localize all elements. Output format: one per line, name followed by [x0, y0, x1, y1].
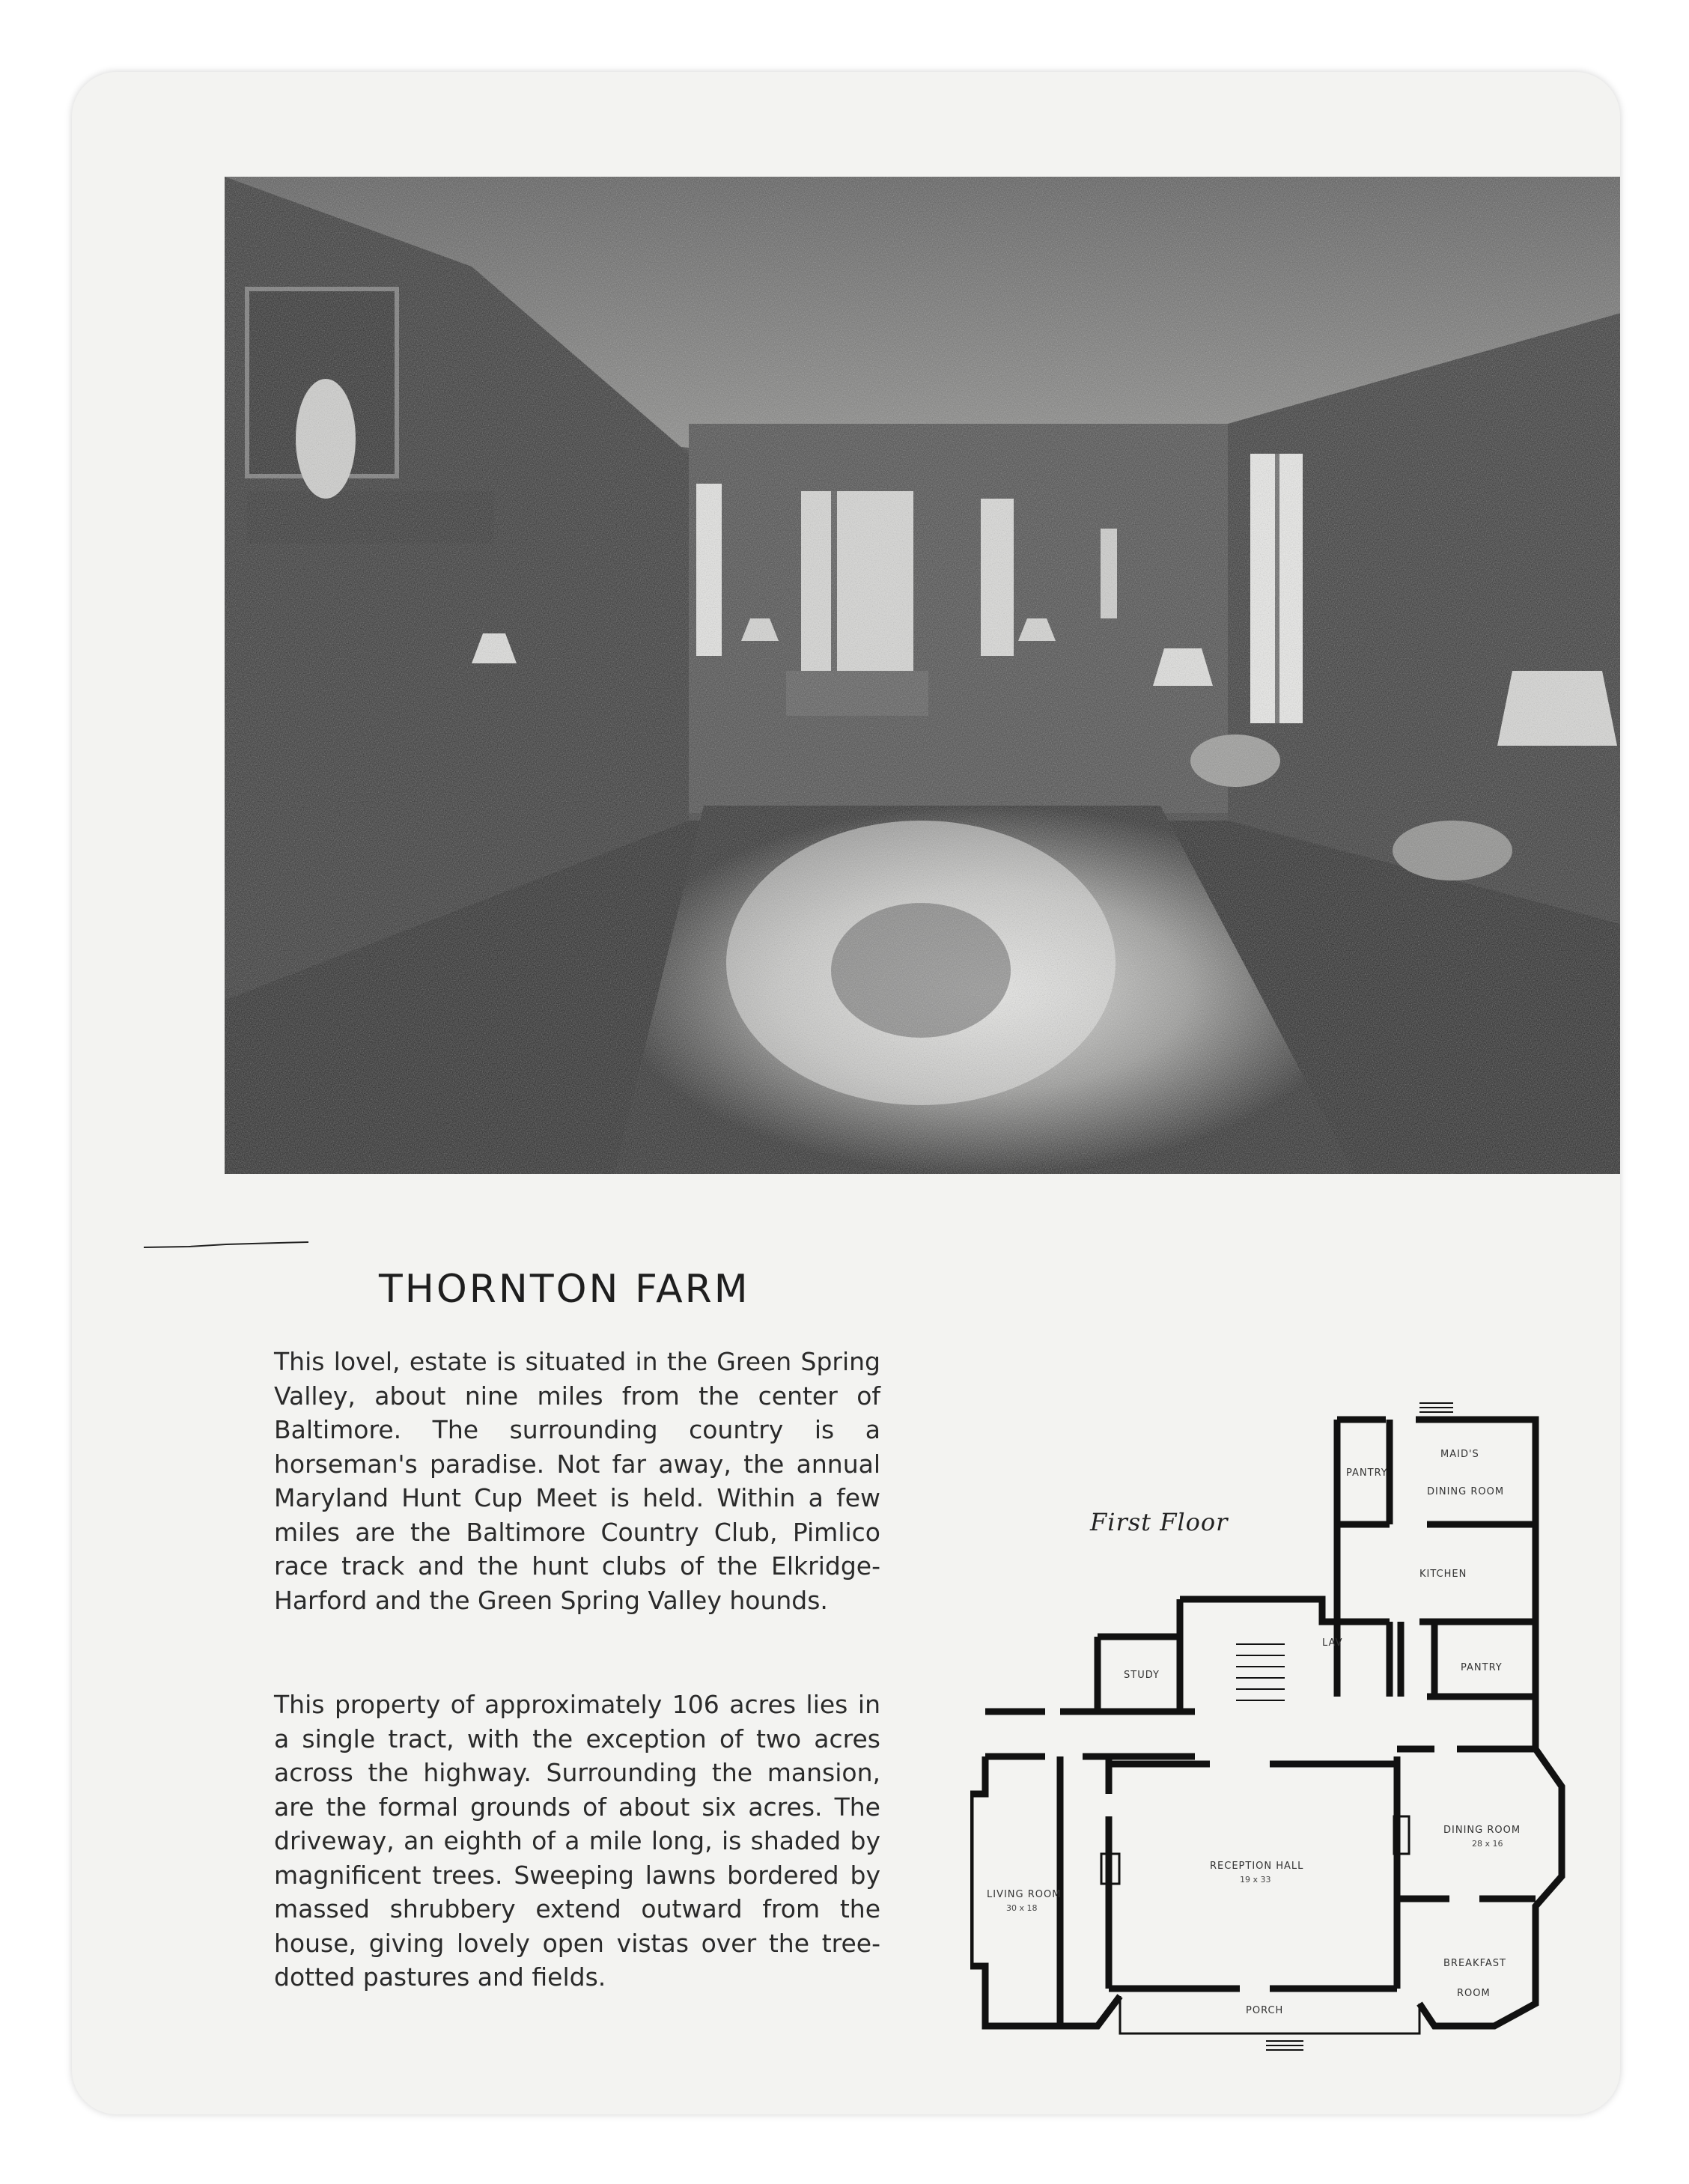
room-label-pantry-lower: PANTRY — [1461, 1662, 1503, 1673]
property-paragraph: This property of approximately 106 acres lies in a single tract, with the exception of two acres across the highway. Surrounding the mansion, are the formal grounds of about six acres. The driveway, an eighth of a mile long, is shaded by magnificent trees. Sweeping lawns bordered by massed shrubbery extend outward from the house, giving lovely open vistas over the tree-dotted pastures and fields. — [274, 1690, 880, 1992]
room-dim-living-room: 30 x 18 — [1006, 1903, 1038, 1913]
room-label-breakfast: BREAKFAST — [1443, 1958, 1506, 1969]
room-label-porch: PORCH — [1246, 2005, 1284, 2016]
interior-photograph — [225, 177, 1620, 1174]
room-label-pantry-upper: PANTRY — [1346, 1467, 1388, 1479]
room-label-study: STUDY — [1124, 1670, 1160, 1681]
room-label-maids: MAID'S — [1440, 1449, 1479, 1460]
room-dim-dining-room: 28 x 16 — [1472, 1839, 1503, 1849]
room-label-dining-room: DINING ROOM — [1443, 1825, 1521, 1836]
room-label-reception-hall: RECEPTION HALL — [1210, 1861, 1304, 1872]
brochure-page — [72, 72, 1620, 2114]
floor-plan-label: First Floor — [1090, 1508, 1229, 1536]
page-title: THORNTON FARM — [379, 1267, 750, 1312]
room-label-maids-dining: DINING ROOM — [1427, 1486, 1505, 1497]
room-label-breakfast-room: ROOM — [1457, 1988, 1491, 1999]
room-label-lav: LAV — [1322, 1637, 1343, 1649]
paper-fold-mark — [144, 1240, 308, 1253]
description-paragraph: This lovel, estate is situated in the Green Spring Valley, about nine miles from the center of Baltimore. The surrounding country is a horseman's paradise. Not far away, the annual Maryland Hunt Cup Meet is held. Within a few miles are the Baltimore Country Club, Pimlico race track and the hunt clubs of the Elkridge-Harford and the Green Spring Valley hounds. — [274, 1347, 880, 1615]
room-label-kitchen: KITCHEN — [1419, 1569, 1467, 1580]
room-dim-reception-hall: 19 x 33 — [1240, 1875, 1271, 1885]
floor-plan — [970, 1397, 1592, 2056]
room-label-living-room: LIVING ROOM — [987, 1889, 1062, 1900]
